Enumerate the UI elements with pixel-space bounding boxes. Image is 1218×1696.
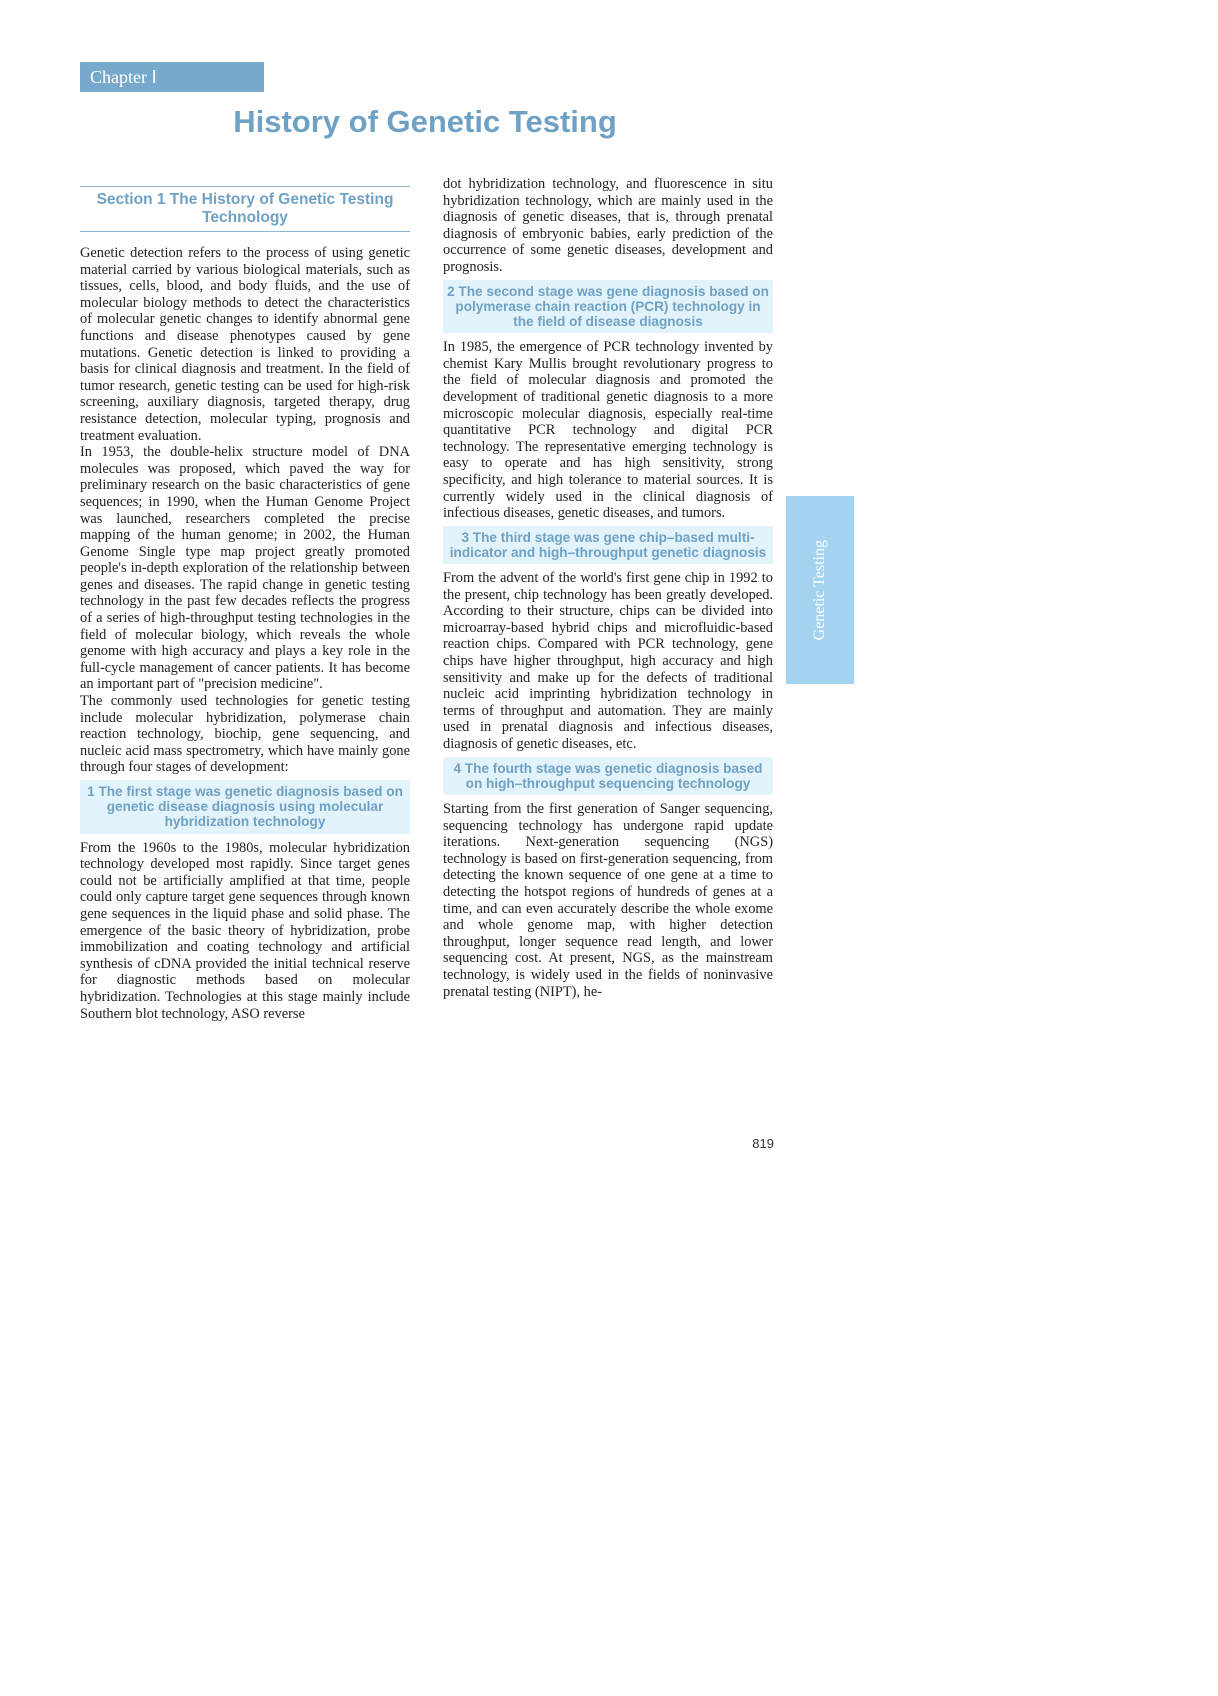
side-tab <box>786 496 854 684</box>
stage-heading-2: 2 The second stage was gene diagnosis based on polymerase chain reaction (PCR) technology in the field of disease diagnosis <box>443 280 773 334</box>
page-number: 819 <box>752 1136 774 1151</box>
paragraph: The commonly used technologies for genetic testing include molecular hybridization, polymerase chain reaction technology, biochip, gene sequencing, and nucleic acid mass spectrometry, which have mainly gone through four stages of development: <box>80 693 410 776</box>
paragraph: In 1953, the double-helix structure model of DNA molecules was proposed, which paved the way for preliminary research on the basic characteristics of gene sequences; in 1990, when the Human Genome Project was launched, researchers completed the precise mapping of the human genome; in 2002, the Human Genome Single type map project greatly promoted people's in-depth exploration of the relationship between genes and diseases. The rapid change in genetic testing technology in the past few decades reflects the progress of a series of high-throughput testing technologies in the field of molecular biology, which reveals the whole genome with high accuracy and plays a key role in the full-cycle management of cancer patients. It has become an important part of "precision medicine". <box>80 444 410 693</box>
paragraph: dot hybridization technology, and fluorescence in situ hybridization technology, which are mainly used in the diagnosis of genetic diseases, that is, through prenatal diagnosis of embryonic babies, early prediction of the occurrence of some genetic diseases, development and prognosis. <box>443 176 773 275</box>
right-column <box>443 176 773 1000</box>
paragraph: In 1985, the emergence of PCR technology invented by chemist Kary Mullis brought revolutionary progress to the field of molecular diagnosis and promoted the development of traditional genetic diagnosis to a more microscopic molecular diagnosis, especially real-time quantitative PCR technology and digital PCR technology. The representative emerging technology is easy to operate and has high sensitivity, strong specificity, and high tolerance to material sources. It is currently widely used in the clinical diagnosis of infectious diseases, genetic diseases, and tumors. <box>443 339 773 522</box>
chapter-label: Chapter Ⅰ <box>80 62 264 92</box>
paragraph: From the advent of the world's first gene chip in 1992 to the present, chip technology has been greatly developed. According to their structure, chips can be divided into microarray-based hybrid chips and microfluidic-based reaction chips. Compared with PCR technology, gene chips have higher throughput, high accuracy and high sensitivity and make up for the defects of traditional nucleic acid imprinting hybridization technology in terms of throughput and automation. They are mainly used in prenatal diagnosis and infectious diseases, diagnosis of genetic diseases, etc. <box>443 570 773 753</box>
section-heading: Section 1 The History of Genetic Testing Technology <box>80 186 410 232</box>
left-column <box>80 176 410 1022</box>
page-title: History of Genetic Testing <box>233 104 617 139</box>
side-tab-label: Genetic Testing <box>811 539 828 641</box>
paragraph: Starting from the first generation of Sanger sequencing, sequencing technology has undergone rapid update iterations. Next-generation sequencing (NGS) technology is based on first-generation sequencing, from detecting the known sequence of one gene at a time to detecting the hotspot regions of hundreds of genes at a time, and can even accurately describe the whole exome and whole genome map, with higher detection throughput, longer sequence read length, and lower sequencing cost. At present, NGS, as the mainstream technology, is widely used in the fields of noninvasive prenatal testing (NIPT), he- <box>443 801 773 1000</box>
stage-heading-1: 1 The first stage was genetic diagnosis based on genetic disease diagnosis using molecular hybridization technology <box>80 780 410 834</box>
paragraph: From the 1960s to the 1980s, molecular hybridization technology developed most rapidly. Since target genes could not be artificially amplified at that time, people could only capture target gene sequences through known gene sequences in the liquid phase and solid phase. The emergence of the basic theory of hybridization, probe immobilization and coating technology and artificial synthesis of cDNA provided the initial technical reserve for diagnostic methods based on molecular hybridization. Technologies at this stage mainly include Southern blot technology, ASO reverse <box>80 839 410 1022</box>
paragraph: Genetic detection refers to the process of using genetic material carried by various biological materials, such as tissues, cells, blood, and body fluids, and the use of molecular biology methods to detect the characteristics of molecular genetic changes to identify abnormal gene functions and disease phenotypes caused by gene mutations. Genetic detection is linked to providing a basis for clinical diagnosis and treatment. In the field of tumor research, genetic testing can be used for high-risk screening, auxiliary diagnosis, targeted therapy, drug resistance detection, molecular typing, prognosis and treatment evaluation. <box>80 245 410 444</box>
stage-heading-4: 4 The fourth stage was genetic diagnosis based on high–throughput sequencing technology <box>443 757 773 795</box>
stage-heading-3: 3 The third stage was gene chip–based multi-indicator and high–throughput genetic diagnosis <box>443 526 773 564</box>
